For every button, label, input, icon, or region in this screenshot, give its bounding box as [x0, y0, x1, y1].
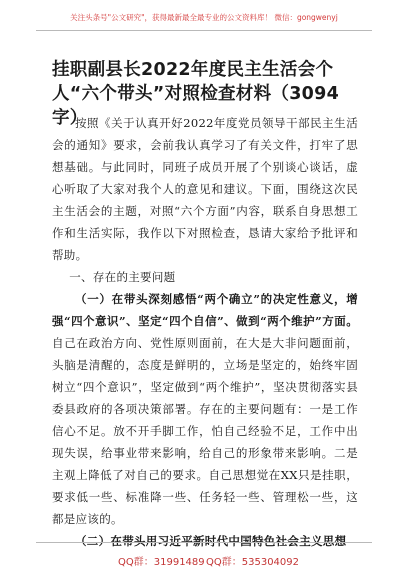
document-title: 挂职副县长2022年度民主生活会个人“六个带头”对照检查材料（3094字）	[52, 60, 340, 128]
subsection-1	[52, 288, 358, 530]
header-notice: 关注头条号"公文研究"，获得最新最全最专业的公文资料库！ 微信：gongwenyj	[70, 13, 338, 22]
page-header	[36, 0, 372, 31]
footer-qq-group-1: QQ群：31991489	[118, 557, 205, 568]
subsection-1-heading: （一）在带头深刻感悟“两个确立”的决定性意义，增强“四个意识”、坚定“四个自信”、做到“两个维护”方面。	[52, 292, 358, 328]
subsection-2-heading: （二）在带头用习近平新时代中国特色社会主义思想	[75, 534, 347, 548]
page-footer	[36, 542, 372, 571]
intro-paragraph: 按照《关于认真开好2022年度党员领导干部民主生活会的通知》要求，会前我认真学习了有关文件，打牢了思想基础。与此同时，同班子成员开展了个别谈心谈话，虚心听取了大家对我个人的意见和建议。下面，围绕这次民主生活会的主题，对照“六个方面”内容，联系自身思想工作和生活实际，我作以下对照检查，恳请大家给予批评和帮助。	[52, 116, 358, 262]
document-body	[52, 112, 358, 552]
section-heading: 一、存在的主要问题	[69, 270, 176, 284]
footer-qq-group-2: QQ群：535304092	[206, 557, 300, 568]
subsection-1-body: 自己在政治方向、党性原则面前，在大是大非问题面前，头脑是清醒的，态度是鲜明的，立场是坚定的，始终牢固树立“四个意识”，坚定做到“两个维护”，坚决贯彻落实县委县政府的各项决策部署。存在的主要问题有：一是工作信心不足。放不开手脚工作，怕自己经验不足，工作中出现失误，给事业带来影响，给自己的形象带来影响。二是主观上降低了对自己的要求。自己思想觉在XX只是挂职，要求低一些、标准降一些、任务轻一些、管理松一些，这都是应该的。	[52, 336, 358, 526]
